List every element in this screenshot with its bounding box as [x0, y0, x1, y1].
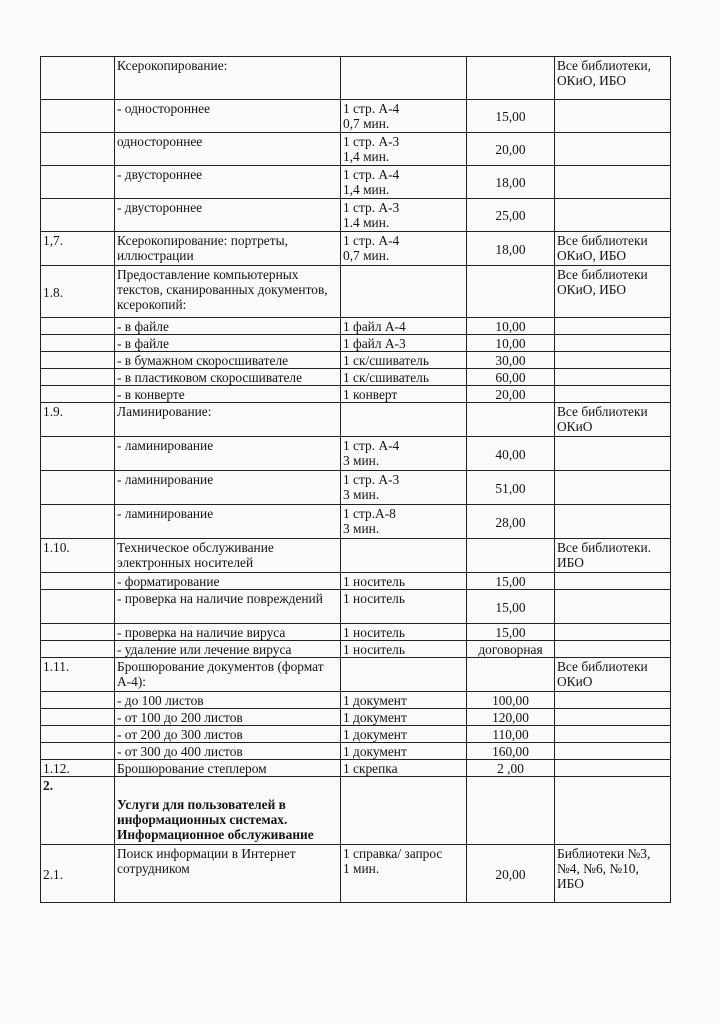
table-row [41, 624, 671, 641]
row-number-cell [41, 369, 115, 386]
row-number-cell: 1.10. [41, 539, 115, 573]
row-number-cell: 2.1. [41, 845, 115, 903]
price-cell: 15,00 [467, 573, 555, 590]
row-number-cell [41, 692, 115, 709]
service-name-cell: Ксерокопирование: портреты, иллюстрации [115, 232, 341, 266]
service-name-cell: Ксерокопирование: [115, 57, 341, 100]
unit-cell: 1 документ [341, 726, 467, 743]
unit-cell: 1 скрепка [341, 760, 467, 777]
location-cell [555, 760, 671, 777]
service-name-cell: - одностороннее [115, 100, 341, 133]
table-row [41, 573, 671, 590]
location-cell [555, 590, 671, 624]
row-number-cell: 2. [41, 777, 115, 845]
service-name-cell: - в бумажном скоросшивателе [115, 352, 341, 369]
table-row [41, 539, 671, 573]
table-row [41, 505, 671, 539]
price-cell: 60,00 [467, 369, 555, 386]
unit-cell: 1 стр. А-4 3 мин. [341, 437, 467, 471]
table-row [41, 166, 671, 199]
row-number-cell: 1.12. [41, 760, 115, 777]
unit-cell: 1 справка/ запрос 1 мин. [341, 845, 467, 903]
service-name-cell: - форматирование [115, 573, 341, 590]
price-cell: 15,00 [467, 590, 555, 624]
service-name-cell: - ламинирование [115, 505, 341, 539]
row-number-cell [41, 318, 115, 335]
unit-cell [341, 539, 467, 573]
price-cell [467, 539, 555, 573]
row-number-cell [41, 335, 115, 352]
unit-cell: 1 стр. А-3 3 мин. [341, 471, 467, 505]
service-name-cell: - в файле [115, 318, 341, 335]
table-row [41, 199, 671, 232]
location-cell [555, 335, 671, 352]
location-cell [555, 624, 671, 641]
price-cell: 120,00 [467, 709, 555, 726]
location-cell: Все библиотеки ОКиО, ИБО [555, 266, 671, 318]
price-cell: 30,00 [467, 352, 555, 369]
unit-cell: 1 файл А-4 [341, 318, 467, 335]
price-cell: 10,00 [467, 318, 555, 335]
table-row [41, 318, 671, 335]
price-cell: 20,00 [467, 845, 555, 903]
row-number-cell [41, 709, 115, 726]
price-cell: 28,00 [467, 505, 555, 539]
location-cell [555, 743, 671, 760]
service-name-cell: Брошюрование документов (формат А-4): [115, 658, 341, 692]
row-number-cell: 1.9. [41, 403, 115, 437]
price-cell: 25,00 [467, 199, 555, 232]
table-row [41, 100, 671, 133]
service-name-cell: - удаление или лечение вируса [115, 641, 341, 658]
location-cell [555, 777, 671, 845]
unit-cell: 1 документ [341, 743, 467, 760]
price-cell: 20,00 [467, 386, 555, 403]
row-number-cell [41, 437, 115, 471]
table-row [41, 845, 671, 903]
row-number-cell [41, 743, 115, 760]
table-row [41, 386, 671, 403]
table-row [41, 726, 671, 743]
unit-cell: 1 ск/сшиватель [341, 369, 467, 386]
table-row [41, 335, 671, 352]
service-name-cell: Услуги для пользователей в информационных системах. Информационное обслуживание [115, 777, 341, 845]
unit-cell [341, 57, 467, 100]
location-cell [555, 100, 671, 133]
row-number-cell [41, 573, 115, 590]
service-name-cell: - от 100 до 200 листов [115, 709, 341, 726]
price-cell: 51,00 [467, 471, 555, 505]
price-cell: 18,00 [467, 232, 555, 266]
row-number-cell [41, 726, 115, 743]
unit-cell: 1 документ [341, 709, 467, 726]
price-cell: 15,00 [467, 100, 555, 133]
table-row [41, 369, 671, 386]
price-cell [467, 777, 555, 845]
row-number-cell [41, 590, 115, 624]
location-cell: Все библиотеки, ОКиО, ИБО [555, 57, 671, 100]
service-name-cell: - от 300 до 400 листов [115, 743, 341, 760]
unit-cell [341, 403, 467, 437]
unit-cell: 1 файл А-3 [341, 335, 467, 352]
unit-cell: 1 конверт [341, 386, 467, 403]
location-cell [555, 199, 671, 232]
row-number-cell [41, 57, 115, 100]
table-row [41, 266, 671, 318]
location-cell [555, 471, 671, 505]
table-row [41, 590, 671, 624]
location-cell [555, 692, 671, 709]
price-cell: 110,00 [467, 726, 555, 743]
row-number-cell [41, 166, 115, 199]
location-cell [555, 369, 671, 386]
unit-cell: 1 стр. А-3 1.4 мин. [341, 199, 467, 232]
unit-cell: 1 ск/сшиватель [341, 352, 467, 369]
unit-cell: 1 стр. А-4 0,7 мин. [341, 232, 467, 266]
location-cell: Все библиотеки. ИБО [555, 539, 671, 573]
table-row [41, 352, 671, 369]
location-cell [555, 133, 671, 166]
price-cell: 40,00 [467, 437, 555, 471]
unit-cell: 1 стр. А-4 1,4 мин. [341, 166, 467, 199]
location-cell [555, 709, 671, 726]
location-cell [555, 505, 671, 539]
row-number-cell [41, 100, 115, 133]
table-row [41, 57, 671, 100]
service-name-cell: - ламинирование [115, 437, 341, 471]
price-cell [467, 266, 555, 318]
location-cell: Все библиотеки ОКиО, ИБО [555, 232, 671, 266]
unit-cell: 1 носитель [341, 573, 467, 590]
row-number-cell [41, 505, 115, 539]
table-row [41, 133, 671, 166]
table-row [41, 692, 671, 709]
row-number-cell: 1,7. [41, 232, 115, 266]
services-price-table [40, 56, 671, 903]
price-cell: 15,00 [467, 624, 555, 641]
service-name-cell: - в конверте [115, 386, 341, 403]
price-cell: 160,00 [467, 743, 555, 760]
location-cell [555, 641, 671, 658]
service-name-cell: Техническое обслуживание электронных носителей [115, 539, 341, 573]
table-row [41, 709, 671, 726]
unit-cell: 1 носитель [341, 641, 467, 658]
service-name-cell: Ламинирование: [115, 403, 341, 437]
row-number-cell [41, 471, 115, 505]
price-cell: 10,00 [467, 335, 555, 352]
service-name-cell: - в пластиковом скоросшивателе [115, 369, 341, 386]
unit-cell [341, 266, 467, 318]
location-cell [555, 726, 671, 743]
table-row [41, 403, 671, 437]
service-name-cell: - двустороннее [115, 199, 341, 232]
unit-cell: 1 носитель [341, 590, 467, 624]
service-name-cell: - от 200 до 300 листов [115, 726, 341, 743]
service-name-cell: - до 100 листов [115, 692, 341, 709]
service-name-cell: - проверка на наличие вируса [115, 624, 341, 641]
table-row [41, 743, 671, 760]
location-cell [555, 386, 671, 403]
location-cell [555, 437, 671, 471]
table-row [41, 437, 671, 471]
unit-cell: 1 стр.А-8 3 мин. [341, 505, 467, 539]
row-number-cell [41, 641, 115, 658]
service-name-cell: - ламинирование [115, 471, 341, 505]
price-cell: 20,00 [467, 133, 555, 166]
row-number-cell [41, 133, 115, 166]
unit-cell: 1 стр. А-3 1,4 мин. [341, 133, 467, 166]
service-name-cell: Поиск информации в Интернет сотрудником [115, 845, 341, 903]
location-cell [555, 352, 671, 369]
row-number-cell [41, 199, 115, 232]
price-cell [467, 658, 555, 692]
table-row [41, 658, 671, 692]
price-cell [467, 57, 555, 100]
price-cell: 18,00 [467, 166, 555, 199]
row-number-cell: 1.8. [41, 266, 115, 318]
service-name-cell: - двустороннее [115, 166, 341, 199]
service-name-cell: - проверка на наличие повреждений [115, 590, 341, 624]
price-cell: договорная [467, 641, 555, 658]
table-row [41, 232, 671, 266]
row-number-cell: 1.11. [41, 658, 115, 692]
location-cell: Все библиотеки ОКиО [555, 403, 671, 437]
unit-cell: 1 документ [341, 692, 467, 709]
service-name-cell: Брошюрование степлером [115, 760, 341, 777]
unit-cell [341, 658, 467, 692]
location-cell [555, 166, 671, 199]
location-cell [555, 318, 671, 335]
unit-cell [341, 777, 467, 845]
service-name-cell: - в файле [115, 335, 341, 352]
table-row [41, 641, 671, 658]
table-row [41, 471, 671, 505]
location-cell: Все библиотеки ОКиО [555, 658, 671, 692]
service-name-cell: одностороннее [115, 133, 341, 166]
row-number-cell [41, 386, 115, 403]
price-cell: 2 ,00 [467, 760, 555, 777]
row-number-cell [41, 352, 115, 369]
row-number-cell [41, 624, 115, 641]
unit-cell: 1 носитель [341, 624, 467, 641]
table-row [41, 760, 671, 777]
service-name-cell: Предоставление компьютерных текстов, сканированных документов, ксерокопий: [115, 266, 341, 318]
price-cell: 100,00 [467, 692, 555, 709]
table-row [41, 777, 671, 845]
price-cell [467, 403, 555, 437]
unit-cell: 1 стр. А-4 0,7 мин. [341, 100, 467, 133]
location-cell [555, 573, 671, 590]
location-cell: Библиотеки №3, №4, №6, №10, ИБО [555, 845, 671, 903]
